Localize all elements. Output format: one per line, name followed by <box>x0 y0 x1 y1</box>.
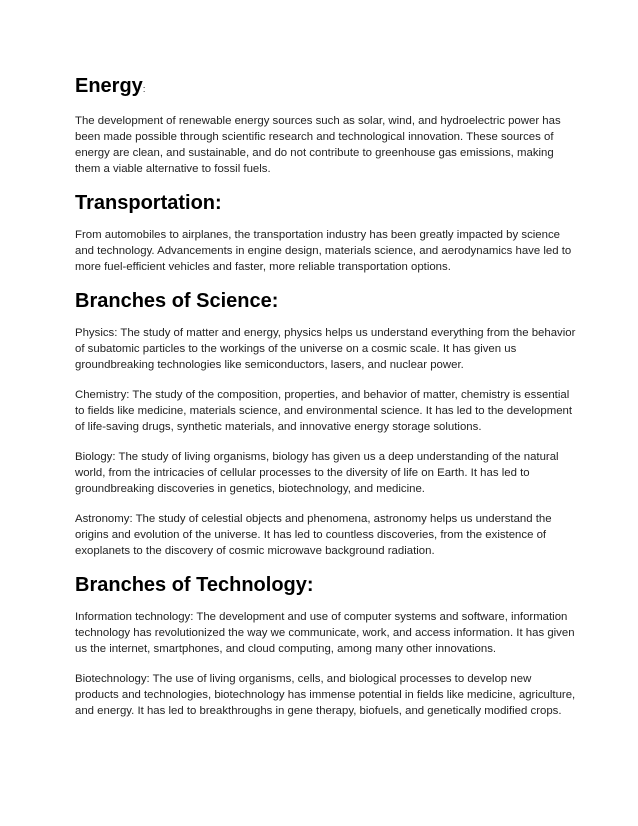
technology-section <box>75 573 578 719</box>
information-technology-paragraph: Information technology: The development and use of computer systems and software, information technology has revolutionized the way we communicate, work, and access information. It has given us the internet, smartphones, and cloud computing, among many other innovations. <box>75 611 575 655</box>
transportation-paragraph: From automobiles to airplanes, the transportation industry has been greatly impacted by science and technology. Advancements in engine design, materials science, and aerodynamics have led to more fuel-efficient vehicles and faster, more reliable transportation options. <box>75 229 572 273</box>
chemistry-paragraph: Chemistry: The study of the composition, properties, and behavior of matter, chemistry is essential to fields like medicine, materials science, and environmental science. It has led to the development of life-saving drugs, synthetic materials, and innovative energy storage solutions. <box>75 389 573 433</box>
physics-paragraph: Physics: The study of matter and energy, physics helps us understand everything from the behavior of subatomic particles to the workings of the universe on a cosmic scale. It has given us groundbreaking technologies like semiconductors, lasers, and nuclear power. <box>75 327 576 371</box>
transportation-heading: Transportation: <box>75 192 222 214</box>
energy-heading-colon: : <box>142 84 146 94</box>
energy-paragraph: The development of renewable energy sources such as solar, wind, and hydroelectric power has been made possible through scientific research and technological innovation. These sources of energy are clean, and sustainable, and do not contribute to greenhouse gas emissions, making them a viable alternative to fossil fuels. <box>75 115 561 175</box>
biotechnology-paragraph: Biotechnology: The use of living organisms, cells, and biological processes to develop new products and technologies, biotechnology has immense potential in fields like medicine, agriculture, and energy. It has led to breakthroughs in gene therapy, biofuels, and genetically modified crops. <box>75 673 576 717</box>
energy-heading <box>75 74 578 101</box>
science-heading: Branches of Science: <box>75 290 279 312</box>
biology-paragraph: Biology: The study of living organisms, biology has given us a deep understanding of the natural world, from the intricacies of cellular processes to the diversity of life on Earth. It has led to groundbreaking discoveries in genetics, biotechnology, and medicine. <box>75 451 559 495</box>
energy-heading-text: Energy <box>75 75 143 97</box>
energy-section <box>75 74 578 177</box>
astronomy-paragraph: Astronomy: The study of celestial objects and phenomena, astronomy helps us understand the origins and evolution of the universe. It has led to countless discoveries, from the existence of exoplanets to the discovery of cosmic microwave background radiation. <box>75 513 552 557</box>
technology-heading: Branches of Technology: <box>75 574 314 596</box>
science-section <box>75 289 578 559</box>
transportation-section <box>75 191 578 275</box>
